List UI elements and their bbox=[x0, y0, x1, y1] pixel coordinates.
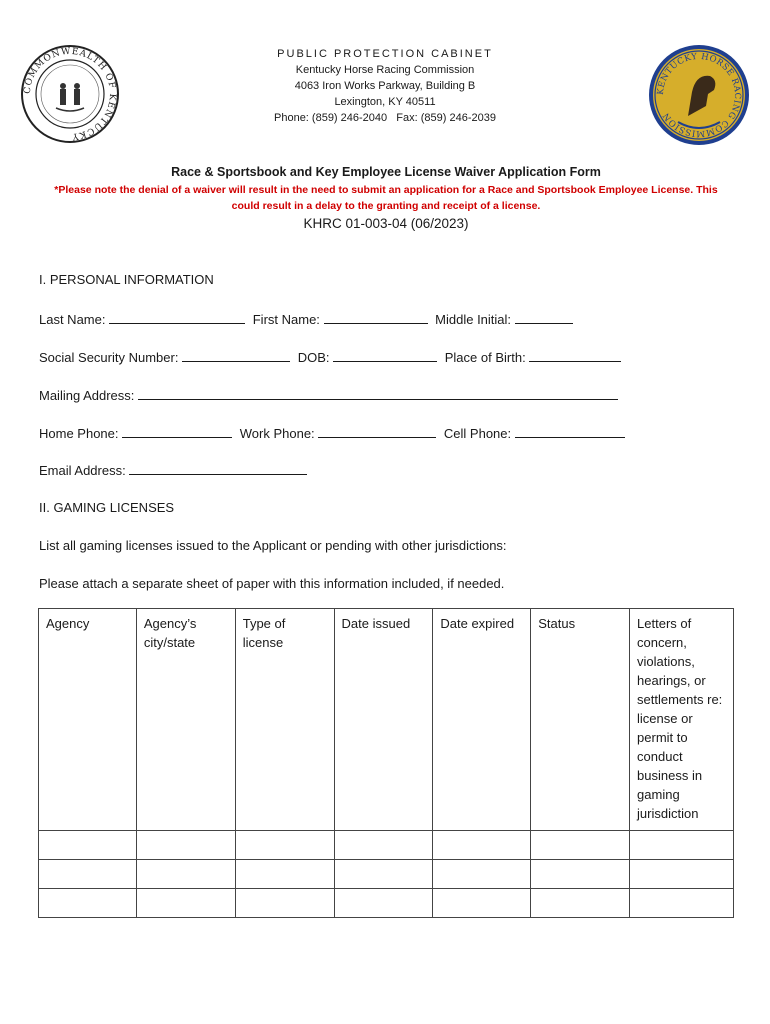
table-cell[interactable] bbox=[531, 889, 630, 918]
first-name-label: First Name: bbox=[252, 312, 320, 327]
table-cell[interactable] bbox=[235, 831, 334, 860]
svg-text:COMMONWEALTH OF KENTUCKY bbox=[23, 47, 117, 141]
name-row bbox=[39, 311, 577, 327]
left-seal-text: COMMONWEALTH OF KENTUCKY bbox=[22, 46, 118, 142]
table-cell[interactable] bbox=[433, 889, 531, 918]
email-field[interactable] bbox=[129, 462, 307, 475]
gaming-instruction-2: Please attach a separate sheet of paper with this information included, if needed. bbox=[39, 576, 505, 591]
notice-line-1: *Please note the denial of a waiver will result in the need to submit an application for a Race and Sportsbook Employee License. This bbox=[54, 184, 718, 196]
table-row bbox=[39, 889, 734, 918]
column-header: Status bbox=[531, 609, 630, 831]
table-cell[interactable] bbox=[334, 831, 433, 860]
phone-row bbox=[39, 425, 629, 441]
table-cell[interactable] bbox=[39, 831, 137, 860]
cell-phone-label: Cell Phone: bbox=[443, 426, 512, 441]
column-header: Letters of concern, violations, hearings, or settlements re: license or permit to conduct business in gaming jurisdiction bbox=[630, 609, 734, 831]
address-row bbox=[39, 387, 622, 403]
table-cell[interactable] bbox=[39, 889, 137, 918]
gaming-licenses-heading: II. GAMING LICENSES bbox=[39, 500, 175, 515]
table-cell[interactable] bbox=[630, 889, 734, 918]
place-of-birth-label: Place of Birth: bbox=[444, 350, 526, 365]
table-row bbox=[39, 831, 734, 860]
middle-initial-label: Middle Initial: bbox=[435, 312, 512, 327]
last-name-field[interactable] bbox=[109, 311, 245, 324]
last-name-label: Last Name: bbox=[39, 312, 106, 327]
table-cell[interactable] bbox=[531, 860, 630, 889]
table-row bbox=[39, 860, 734, 889]
email-row bbox=[39, 462, 311, 478]
table-cell[interactable] bbox=[433, 831, 531, 860]
table-cell[interactable] bbox=[235, 889, 334, 918]
home-phone-field[interactable] bbox=[122, 425, 232, 438]
column-header: Date expired bbox=[433, 609, 531, 831]
first-name-field[interactable] bbox=[324, 311, 428, 324]
table-cell[interactable] bbox=[136, 860, 235, 889]
dob-label: DOB: bbox=[297, 350, 330, 365]
table-cell[interactable] bbox=[630, 831, 734, 860]
work-phone-field[interactable] bbox=[318, 425, 436, 438]
form-title-block bbox=[30, 165, 742, 231]
personal-info-heading: I. PERSONAL INFORMATION bbox=[39, 272, 214, 287]
middle-initial-field[interactable] bbox=[515, 311, 573, 324]
mailing-address-field[interactable] bbox=[138, 387, 618, 400]
gaming-licenses-table bbox=[38, 608, 734, 918]
table-cell[interactable] bbox=[235, 860, 334, 889]
phone-fax: Phone: (859) 246-2040 Fax: (859) 246-2039 bbox=[274, 112, 496, 124]
dob-field[interactable] bbox=[333, 349, 437, 362]
right-seal-text: KENTUCKY HORSE RACING COMMISSION bbox=[655, 51, 743, 139]
table-cell[interactable] bbox=[334, 889, 433, 918]
table-cell[interactable] bbox=[136, 889, 235, 918]
gaming-instruction-1: List all gaming licenses issued to the Applicant or pending with other jurisdictions: bbox=[39, 538, 507, 553]
email-label: Email Address: bbox=[39, 463, 126, 478]
ssn-label: Social Security Number: bbox=[39, 350, 179, 365]
horse-racing-commission-seal bbox=[648, 44, 750, 146]
table-cell[interactable] bbox=[39, 860, 137, 889]
table-cell[interactable] bbox=[531, 831, 630, 860]
mailing-address-label: Mailing Address: bbox=[39, 388, 135, 403]
ssn-field[interactable] bbox=[182, 349, 290, 362]
commission-name: Kentucky Horse Racing Commission bbox=[295, 64, 475, 76]
column-header: Agency’s city/state bbox=[136, 609, 235, 831]
form-title: Race & Sportsbook and Key Employee License Waiver Application Form bbox=[171, 165, 601, 179]
table-cell[interactable] bbox=[630, 860, 734, 889]
table-cell[interactable] bbox=[334, 860, 433, 889]
notice-line-2: could result in a delay to the granting and receipt of a license. bbox=[231, 200, 541, 212]
letterhead bbox=[200, 46, 570, 126]
column-header: Type of license bbox=[235, 609, 334, 831]
work-phone-label: Work Phone: bbox=[239, 426, 315, 441]
cell-phone-field[interactable] bbox=[515, 425, 625, 438]
agency-name: PUBLIC PROTECTION CABINET bbox=[277, 48, 493, 60]
table-cell[interactable] bbox=[433, 860, 531, 889]
column-header: Date issued bbox=[334, 609, 433, 831]
kentucky-state-seal bbox=[20, 44, 120, 144]
home-phone-label: Home Phone: bbox=[39, 426, 119, 441]
table-header-row bbox=[39, 609, 734, 831]
place-of-birth-field[interactable] bbox=[529, 349, 621, 362]
form-code: KHRC 01-003-04 (06/2023) bbox=[303, 216, 469, 231]
column-header: Agency bbox=[39, 609, 137, 831]
identity-row bbox=[39, 349, 625, 365]
table-cell[interactable] bbox=[136, 831, 235, 860]
street-address: 4063 Iron Works Parkway, Building B bbox=[294, 80, 476, 92]
city-state-zip: Lexington, KY 40511 bbox=[334, 96, 436, 108]
